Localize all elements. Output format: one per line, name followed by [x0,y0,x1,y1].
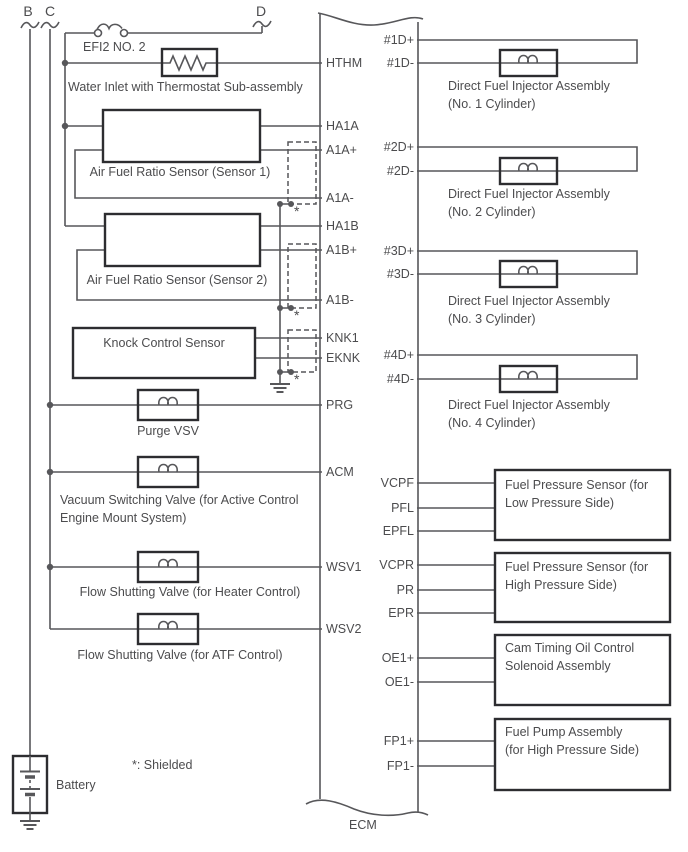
af-sensor1-box [103,110,260,162]
ecm-pin-1d-minus: #1D- [386,56,414,70]
ecm-pin-a1a-plus: A1A+ [326,143,357,157]
ground-icon-battery [20,813,40,829]
injector4-label-line1: Direct Fuel Injector Assembly [448,398,610,412]
ecm-pin-epr: EPR [388,606,414,620]
ecm-pin-fp1-minus: FP1- [386,759,414,773]
ecm-pin-2d-minus: #2D- [386,164,414,178]
coil-icon-injector3 [519,267,537,275]
ecm-pin-4d-minus: #4D- [386,372,414,386]
ecm-pin-2d-plus: #2D+ [383,140,414,154]
coil-icon-injector2 [519,164,537,172]
bus-b-label: B [23,3,33,19]
af-sensor2-label: Air Fuel Ratio Sensor (Sensor 2) [86,273,268,287]
ecm-pin-hthm: HTHM [326,56,363,70]
ecm-pin-pfl: PFL [391,501,414,515]
ecm-pin-vcpr: VCPR [379,558,414,572]
acm-valve-label-line2: Engine Mount System) [60,511,187,525]
ecm-pin-epfl: EPFL [382,524,414,538]
wsv1-valve-label: Flow Shutting Valve (for Heater Control) [79,585,301,599]
ecm-label: ECM [349,818,377,832]
cam-solenoid-label-line2: Solenoid Assembly [505,659,611,673]
ecm-pin-oe1-plus: OE1+ [381,651,414,665]
fps-high-label-line2: High Pressure Side) [505,578,617,592]
injector3-label-line1: Direct Fuel Injector Assembly [448,294,610,308]
ecm-pin-3d-plus: #3D+ [383,244,414,258]
fuse-icon [95,24,128,36]
shield-box-knock [288,330,316,372]
shield-mark-afs2: * [294,307,300,323]
af-sensor1-label: Air Fuel Ratio Sensor (Sensor 1) [89,165,271,179]
fps-low-label-line1: Fuel Pressure Sensor (for [505,478,649,492]
bus-c-label: C [44,3,56,19]
coil-icon-purge [159,398,177,406]
injector4-label-line2: (No. 4 Cylinder) [448,416,536,430]
ecm-pin-ha1b: HA1B [326,219,359,233]
purge-vsv-label: Purge VSV [137,424,199,438]
cam-solenoid-label-line1: Cam Timing Oil Control [505,641,635,655]
shield-box-afs1 [288,142,316,204]
fuel-pump-label-line2: (for High Pressure Side) [505,743,640,757]
ecm-pin-vcpf: VCPF [380,476,414,490]
bus-d-label: D [255,3,267,19]
wire-hthm [65,56,322,70]
thermostat-label: Water Inlet with Thermostat Sub-assembly [68,80,303,94]
ground-icon-shield [270,384,290,392]
injector2-label-line1: Direct Fuel Injector Assembly [448,187,610,201]
ecm-outline [306,13,428,815]
injector3-label-line2: (No. 3 Cylinder) [448,312,536,326]
ecm-pin-1d-plus: #1D+ [383,33,414,47]
shield-mark-knock: * [294,371,300,387]
coil-icon-wsv2 [159,622,177,630]
ecm-pin-oe1-minus: OE1- [384,675,414,689]
fuse-label: EFI2 NO. 2 [83,40,146,54]
injector2-label-line2: (No. 2 Cylinder) [448,205,536,219]
battery-label: Battery [56,778,96,792]
shield-drain-wire [280,204,292,384]
fps-high-label-line1: Fuel Pressure Sensor (for [505,560,649,574]
wire-break-icon-c [41,22,59,28]
wsv2-valve-label: Flow Shutting Valve (for ATF Control) [77,648,283,662]
fuel-pump-label-line1: Fuel Pump Assembly [505,725,623,739]
shielded-note: *: Shielded [132,758,193,772]
knock-sensor-label: Knock Control Sensor [103,336,225,350]
coil-icon-injector4 [519,372,537,380]
shield-mark-afs1: * [294,203,300,219]
battery-icon [20,756,40,813]
ecm-pin-prg: PRG [326,398,354,412]
af-sensor2-box [105,214,260,266]
ecm-pin-acm: ACM [326,465,354,479]
ecm-pin-a1b-minus: A1B- [326,293,354,307]
injector1-label-line2: (No. 1 Cylinder) [448,97,536,111]
injector1-label-line1: Direct Fuel Injector Assembly [448,79,610,93]
ecm-pin-fp1-plus: FP1+ [383,734,414,748]
shield-box-afs2 [288,244,316,308]
ecm-pin-wsv1: WSV1 [326,560,362,574]
ecm-pin-wsv2: WSV2 [326,622,362,636]
wire-break-icon-b [21,22,39,28]
coil-icon-acm [159,465,177,473]
ecm-pin-a1b-plus: A1B+ [326,243,357,257]
coil-icon-wsv1 [159,560,177,568]
ecm-pin-knk1: KNK1 [326,331,359,345]
wire-injector-1 [417,40,637,63]
acm-valve-label-line1: Vacuum Switching Valve (for Active Control [60,493,299,507]
ecm-pin-4d-plus: #4D+ [383,348,414,362]
ecm-pin-eknk: EKNK [326,351,361,365]
wire-injector-3 [417,251,637,274]
ecm-pin-3d-minus: #3D- [386,267,414,281]
ecm-pin-ha1a: HA1A [326,119,359,133]
coil-icon-injector1 [519,56,537,64]
ecm-pin-a1a-minus: A1A- [326,191,354,205]
fps-low-label-line2: Low Pressure Side) [505,496,615,510]
ecm-pin-pr: PR [396,583,414,597]
